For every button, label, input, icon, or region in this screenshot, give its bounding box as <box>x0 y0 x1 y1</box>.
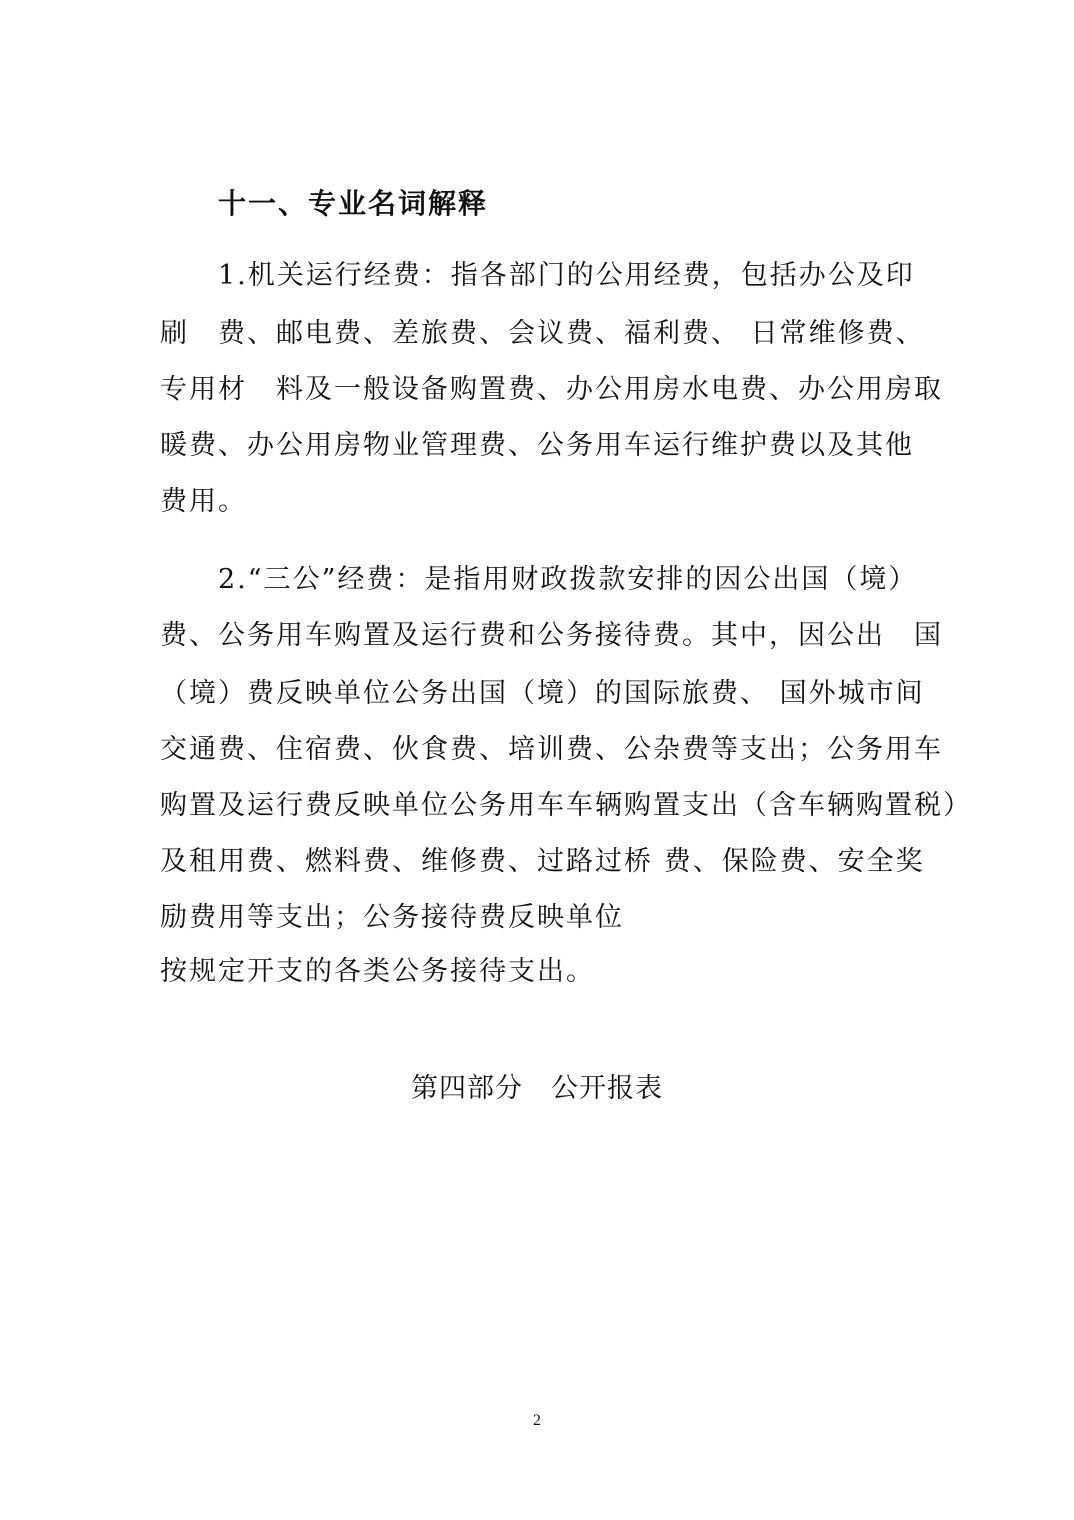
page-number: 2 <box>533 1412 541 1429</box>
part-title: 第四部分 公开报表 <box>411 1073 663 1104</box>
paragraph-line: 费、公务用车购置及运行费和公务接待费。其中，因公出 国 <box>160 620 943 651</box>
paragraph-line: 交通费、住宿费、伙食费、培训费、公杂费等支出；公务用车 <box>160 734 943 765</box>
paragraph-line: 1.机关运行经费：指各部门的公用经费，包括办公及印 <box>218 260 915 291</box>
paragraph-line: 刷 费、邮电费、差旅费、会议费、福利费、 日常维修费、 <box>160 318 925 349</box>
paragraph-line: （境）费反映单位公务出国（境）的国际旅费、 国外城市间 <box>160 678 925 709</box>
paragraph-line: 按规定开支的各类公务接待支出。 <box>160 956 595 987</box>
paragraph-line: 暖费、办公用房物业管理费、公务用车运行维护费以及其他 <box>160 430 914 461</box>
paragraph-line: 购置及运行费反映单位公务用车车辆购置支出（含车辆购置税） <box>160 790 972 821</box>
paragraph-line: 2.“三公”经费：是指用财政拨款安排的因公出国（境） <box>218 564 918 595</box>
paragraph-line: 专用材 料及一般设备购置费、办公用房水电费、办公用房取 <box>160 374 943 405</box>
paragraph-line: 费用。 <box>160 486 247 517</box>
paragraph-line: 励费用等支出；公务接待费反映单位 <box>160 902 624 933</box>
section-heading: 十一、专业名词解释 <box>218 187 489 220</box>
paragraph-line: 及租用费、燃料费、维修费、过路过桥 费、保险费、安全奖 <box>160 846 925 877</box>
